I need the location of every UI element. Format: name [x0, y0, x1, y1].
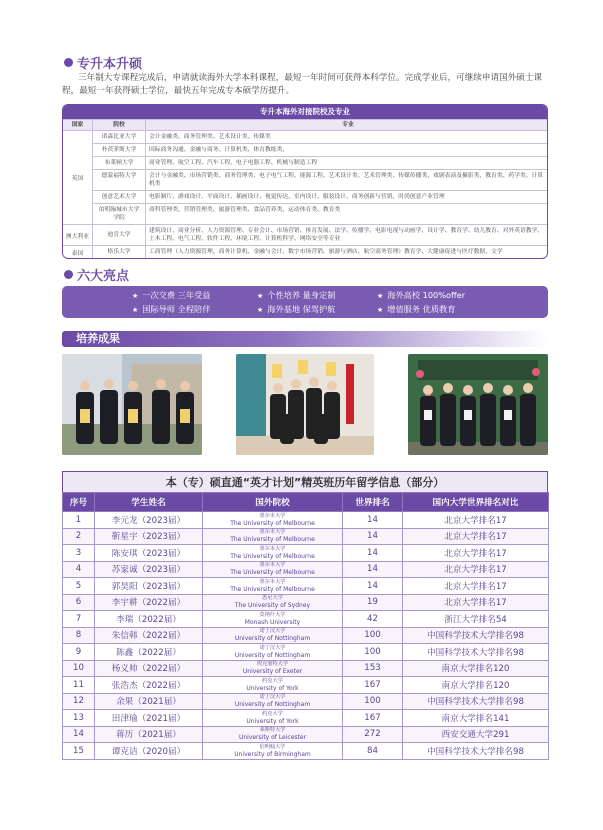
school-cell: 创意艺术大学	[93, 191, 146, 203]
highlight-text: 一次交费 三年受益	[142, 290, 211, 300]
table-row	[63, 561, 549, 578]
section-title-text: 六大亮点	[77, 269, 130, 284]
table-row	[63, 710, 549, 727]
university-en: University of Nottingham	[234, 635, 311, 643]
university-cn: 诺丁汉大学	[259, 644, 286, 651]
university-cell	[203, 611, 343, 628]
star-icon: ★	[377, 306, 384, 314]
university-en: University of Leicester	[238, 734, 307, 742]
university-cell	[203, 578, 343, 595]
student-name: 蒋历（2021届）	[95, 726, 203, 743]
header-name: 学生姓名	[95, 493, 203, 512]
student-name: 靳星宇（2023届）	[95, 528, 203, 545]
star-icon: ★	[132, 292, 139, 300]
highlight-item	[132, 304, 210, 315]
school-cell: 诺森比亚大学	[93, 131, 146, 143]
university-en: The University of Sydney	[234, 602, 311, 610]
domestic-compare: 南京大学排名120	[403, 660, 549, 677]
domestic-compare: 中国科学技术大学排名98	[403, 743, 549, 760]
world-rank: 19	[343, 594, 403, 611]
row-no: 9	[63, 644, 95, 661]
header-university: 国外院校	[203, 493, 343, 512]
table-row	[63, 726, 549, 743]
table-row	[63, 644, 549, 661]
majors-cell: 工商管理（人力资源管理、商务计算机、金融与会计、数字市场营销、旅游与酒店、航空商务管理）教育学、大健康促进与医疗数据、文学	[149, 249, 503, 255]
program-row	[93, 169, 547, 190]
program-table	[62, 104, 548, 259]
highlight-item	[377, 290, 465, 301]
row-no: 13	[63, 710, 95, 727]
university-en: The University of Melbourne	[230, 536, 315, 544]
world-rank: 100	[343, 627, 403, 644]
university-cell	[203, 660, 343, 677]
world-rank: 84	[343, 743, 403, 760]
row-no: 1	[63, 512, 95, 529]
student-name: 杨义帅（2022届）	[95, 660, 203, 677]
program-group-uk	[63, 130, 547, 224]
row-no: 8	[63, 627, 95, 644]
majors-cell: 商业管理、航空工程、汽车工程、电子电器工程、机械与制造工程	[149, 160, 318, 166]
university-cell	[203, 693, 343, 710]
row-no: 11	[63, 677, 95, 694]
table-row	[63, 743, 549, 760]
university-cn: 悉尼大学	[262, 595, 283, 602]
table-row	[63, 677, 549, 694]
header-school: 院校	[93, 120, 146, 130]
row-no: 7	[63, 611, 95, 628]
world-rank: 100	[343, 644, 403, 661]
section-title-highlights	[64, 265, 129, 284]
school-cell: 德蒙福特大学	[93, 170, 146, 190]
university-cell	[203, 710, 343, 727]
university-cell	[203, 594, 343, 611]
university-en: The University of Melbourne	[230, 569, 315, 577]
highlight-text: 增值服务 优质教育	[387, 304, 456, 314]
university-cn: 墨尔本大学	[259, 529, 286, 536]
program-group-australia	[63, 224, 547, 245]
student-table-title: 本（专）硕直通“英才计划”精英班历年留学信息（部分）	[62, 471, 548, 492]
university-cell	[203, 677, 343, 694]
university-cn: 墨尔本大学	[259, 578, 286, 585]
row-no: 2	[63, 528, 95, 545]
header-compare: 国内大学世界排名对比	[403, 493, 549, 512]
highlight-text: 个性培养 量身定制	[267, 290, 336, 300]
graduation-photo-2	[236, 354, 374, 455]
domestic-compare: 中国科学技术大学排名98	[403, 693, 549, 710]
section-title-upgrade	[64, 53, 142, 72]
student-name: 余果（2021届）	[95, 693, 203, 710]
student-name: 李宇耕（2022届）	[95, 594, 203, 611]
university-cell	[203, 627, 343, 644]
university-cn: 莫纳什大学	[259, 611, 286, 618]
student-name: 李元龙（2023届）	[95, 512, 203, 529]
bullet-dot-icon	[64, 58, 73, 67]
country-cell: 澳大利亚	[63, 224, 93, 245]
university-cell	[203, 561, 343, 578]
domestic-compare: 南京大学排名120	[403, 677, 549, 694]
bullet-dot-icon	[64, 270, 73, 279]
world-rank: 14	[343, 561, 403, 578]
program-row	[93, 130, 547, 143]
university-en: University of York	[246, 717, 299, 725]
domestic-compare: 西安交通大学291	[403, 726, 549, 743]
table-row	[63, 594, 549, 611]
program-row	[93, 245, 547, 258]
university-cn: 埃克塞特大学	[256, 661, 289, 668]
row-no: 4	[63, 561, 95, 578]
student-table-header	[63, 493, 549, 512]
program-group-thailand	[63, 245, 547, 258]
world-rank: 167	[343, 710, 403, 727]
header-country: 国家	[63, 120, 93, 130]
university-en: The University of Melbourne	[230, 552, 315, 560]
domestic-compare: 北京大学排名17	[403, 594, 549, 611]
highlights-box	[62, 286, 548, 318]
table-row	[63, 693, 549, 710]
star-icon: ★	[257, 306, 264, 314]
domestic-compare: 北京大学排名17	[403, 512, 549, 529]
world-rank: 14	[343, 512, 403, 529]
majors-cell: 会计与金融类、市场营销类、商务管理类、电子电气工程、能源工程、艺术设计类、艺术管理类、传媒传播类、戏剧表演及摄影类、教育类、药学类、计算机类	[149, 173, 544, 187]
header-no: 序号	[63, 493, 95, 512]
student-name: 谭克诘（2020届）	[95, 743, 203, 760]
student-name: 李瑞（2022届）	[95, 611, 203, 628]
majors-cell: 国际商务沟通、金融与商务、计算机类、体育教练类、	[149, 147, 289, 153]
world-rank: 42	[343, 611, 403, 628]
university-en: University of Nottingham	[234, 651, 311, 659]
student-name: 陈安琪（2023届）	[95, 545, 203, 562]
table-row	[63, 545, 549, 562]
row-no: 10	[63, 660, 95, 677]
university-cn: 约克大学	[262, 677, 283, 684]
university-cell	[203, 545, 343, 562]
student-name: 张浩杰（2022届）	[95, 677, 203, 694]
domestic-compare: 南京大学排名141	[403, 710, 549, 727]
university-cell	[203, 743, 343, 760]
header-majors: 专业	[342, 122, 354, 128]
section-title-results: 培养成果	[76, 332, 120, 345]
table-row	[63, 512, 549, 529]
student-name: 陈鑫（2022届）	[95, 644, 203, 661]
university-cell	[203, 726, 343, 743]
world-rank: 167	[343, 677, 403, 694]
school-cell: 格乐大学	[93, 246, 146, 258]
world-rank: 100	[343, 693, 403, 710]
university-cn: 墨尔本大学	[259, 512, 286, 519]
highlight-item	[132, 290, 210, 301]
university-cn: 莱斯特大学	[259, 727, 286, 734]
student-name: 苏家诚（2023届）	[95, 561, 203, 578]
university-cn: 约克大学	[262, 710, 283, 717]
highlight-text: 海外高校 100%offer	[387, 290, 466, 300]
table-row	[63, 660, 549, 677]
student-name: 田津瑜（2021届）	[95, 710, 203, 727]
university-en: The University of Melbourne	[230, 519, 315, 527]
university-cell	[203, 644, 343, 661]
table-row	[63, 528, 549, 545]
domestic-compare: 北京大学排名17	[403, 561, 549, 578]
world-rank: 14	[343, 578, 403, 595]
student-name: 朱信韩（2022届）	[95, 627, 203, 644]
world-rank: 14	[343, 545, 403, 562]
row-no: 12	[63, 693, 95, 710]
star-icon: ★	[377, 292, 384, 300]
world-rank: 272	[343, 726, 403, 743]
highlight-text: 海外基地 保驾护航	[267, 304, 336, 314]
highlight-item	[257, 290, 335, 301]
domestic-compare: 北京大学排名17	[403, 528, 549, 545]
university-cn: 墨尔本大学	[259, 545, 286, 552]
star-icon: ★	[132, 306, 139, 314]
school-cell: 朴茨茅斯大学	[93, 144, 146, 156]
majors-cell: 电影制片、游戏设计、平面设计、插画设计、视觉传达、室内设计、服装设计、商务创新与营销、时尚创意产业管理	[149, 194, 445, 200]
university-en: Monash University	[244, 618, 301, 626]
domestic-compare: 中国科学技术大学排名98	[403, 627, 549, 644]
program-row	[93, 203, 547, 224]
table-row	[63, 578, 549, 595]
country-cell: 英国	[63, 130, 93, 224]
program-row	[93, 224, 547, 245]
majors-cell: 商科管理类、营销管理类、旅游管理类、食品营养类、运动体育类、教育类	[149, 207, 341, 213]
section-title-text: 专升本升硕	[77, 57, 143, 72]
header-rank: 世界排名	[343, 493, 403, 512]
majors-cell: 建筑设计、商业分析、人力资源管理、专业会计、市场营销、体育发展、法学、传播学、电影电视与动画学、设计学、教育学、幼儿教育、对外英语教学、土木工程、电气工程、软件工程、环境工程、计算机科学、网络安全等专业	[149, 228, 544, 242]
university-en: University of York	[246, 684, 299, 692]
school-cell: 伯明翰城市大学学院	[93, 204, 146, 224]
university-cell	[203, 512, 343, 529]
table-row	[63, 627, 549, 644]
row-no: 3	[63, 545, 95, 562]
section-band-results	[62, 331, 548, 347]
student-table	[62, 492, 549, 760]
program-table-title: 专升本海外对接院校及专业	[63, 105, 547, 119]
world-rank: 14	[343, 528, 403, 545]
row-no: 15	[63, 743, 95, 760]
university-cell	[203, 528, 343, 545]
university-en: University of Nottingham	[234, 701, 311, 709]
domestic-compare: 北京大学排名17	[403, 578, 549, 595]
university-cn: 伯明翰大学	[259, 743, 286, 750]
row-no: 6	[63, 594, 95, 611]
graduation-photo-1	[62, 354, 202, 455]
majors-cell: 会计金融类、商务管理类、艺术设计类、传媒类	[149, 134, 271, 140]
domestic-compare: 北京大学排名17	[403, 545, 549, 562]
school-cell: 布莱顿大学	[93, 157, 146, 169]
university-en: University of Exeter	[242, 668, 303, 676]
school-cell: 迪肯大学	[93, 225, 146, 245]
university-cn: 墨尔本大学	[259, 562, 286, 569]
university-en: University of Birmingham	[234, 750, 311, 758]
star-icon: ★	[257, 292, 264, 300]
domestic-compare: 中国科学技术大学排名98	[403, 644, 549, 661]
student-name: 郭昊阳（2023届）	[95, 578, 203, 595]
highlight-item	[257, 304, 335, 315]
world-rank: 153	[343, 660, 403, 677]
university-cn: 诺丁汉大学	[259, 694, 286, 701]
program-row	[93, 156, 547, 169]
row-no: 5	[63, 578, 95, 595]
university-en: The University of Melbourne	[230, 585, 315, 593]
highlight-item	[377, 304, 455, 315]
table-row	[63, 611, 549, 628]
graduation-photo-3	[408, 354, 548, 455]
program-row	[93, 190, 547, 203]
university-cn: 诺丁汉大学	[259, 628, 286, 635]
row-no: 14	[63, 726, 95, 743]
program-row	[93, 143, 547, 156]
program-table-header	[63, 119, 547, 130]
intro-paragraph: 三年制大专课程完成后，申请就读海外大学本科课程，最短一年时间可获得本科学位。完成学业后，可继续申请国外硕士课程，最短一年获得硕士学位，最快五年完成专本硕学历提升。	[62, 73, 543, 96]
highlight-text: 国际导师 全程陪伴	[142, 304, 211, 314]
domestic-compare: 浙江大学排名54	[403, 611, 549, 628]
country-cell: 泰国	[63, 245, 93, 258]
